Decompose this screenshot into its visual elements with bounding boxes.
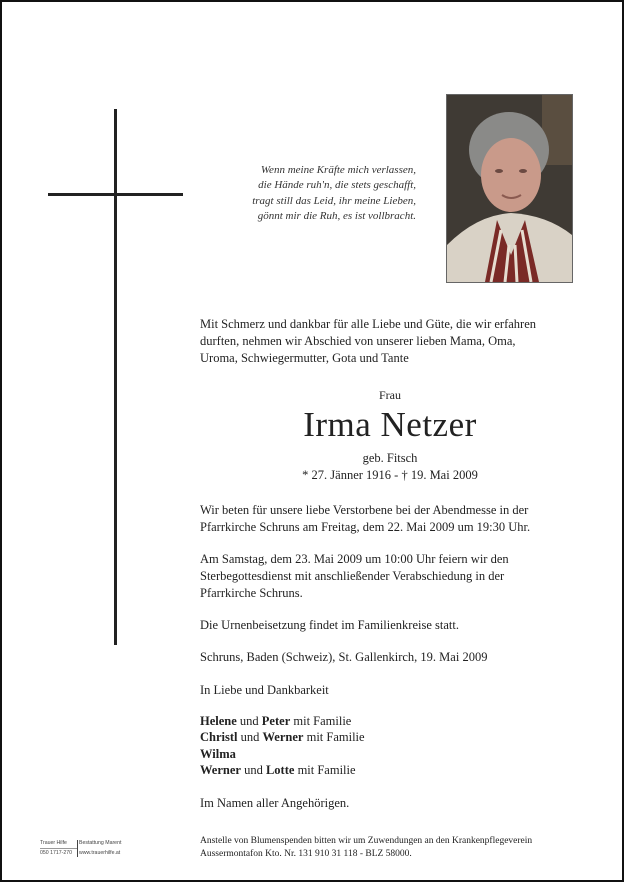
portrait-illustration bbox=[447, 95, 572, 282]
intro-line: durften, nehmen wir Abschied von unserer lieben Mama, Oma, bbox=[200, 334, 516, 348]
family-and: und bbox=[240, 730, 260, 745]
family-row bbox=[200, 746, 580, 762]
logo-phone: 050 1717-270 bbox=[40, 850, 73, 856]
all-relatives: Im Namen aller Angehörigen. bbox=[200, 796, 350, 810]
family-and: und bbox=[244, 762, 263, 777]
logo-url: www.trauerhilfe.at bbox=[79, 850, 121, 856]
intro-line: Mit Schmerz und dankbar für alle Liebe und Güte, die wir erfahren bbox=[200, 317, 536, 331]
poem-line: gönnt mir die Ruh, es ist vollbracht. bbox=[257, 209, 416, 222]
closing-line: In Liebe und Dankbarkeit bbox=[200, 683, 329, 697]
family-suffix: mit Familie bbox=[293, 714, 352, 728]
family-name: Lotte bbox=[265, 762, 295, 777]
family-name: Peter bbox=[261, 714, 291, 728]
mass-line: Pfarrkirche Schruns am Freitag, dem 22. Mai 2009 um 19:30 Uhr. bbox=[200, 520, 531, 534]
mass-line: Wir beten für unsere liebe Verstorbene bei der Abendmesse in der bbox=[200, 503, 529, 517]
family-name: Werner bbox=[262, 730, 304, 745]
deceased-name: Irma Netzer bbox=[303, 405, 477, 444]
family-and: und bbox=[239, 714, 259, 728]
family-name: Werner bbox=[200, 762, 241, 777]
logo-right bbox=[79, 840, 143, 857]
donation-note bbox=[200, 835, 590, 861]
intro-text bbox=[200, 316, 580, 367]
funeral-line: Am Samstag, dem 23. Mai 2009 um 10:00 Uhr feiern wir den bbox=[200, 552, 509, 566]
funeral-line: Sterbegottesdienst mit anschließender Verabschiedung in der bbox=[200, 569, 505, 583]
birth-name: geb. Fitsch bbox=[362, 451, 418, 465]
place-date: Schruns, Baden (Schweiz), St. Gallenkirch, 19. Mai 2009 bbox=[200, 650, 488, 664]
logo-divider-v bbox=[77, 840, 78, 857]
logo-divider-h bbox=[40, 848, 78, 849]
poem-line: Wenn meine Kräfte mich verlassen, bbox=[260, 164, 416, 176]
poem-line: tragt still das Leid, ihr meine Lieben, bbox=[252, 194, 416, 207]
family-suffix: mit Familie bbox=[306, 730, 365, 745]
urn-paragraph: Die Urnenbeisetzung findet im Familienkreise statt. bbox=[200, 618, 459, 632]
portrait-photo bbox=[446, 94, 573, 283]
funeral-paragraph bbox=[200, 551, 580, 602]
family-name: Helene bbox=[200, 714, 237, 728]
donation-line: Anstelle von Blumenspenden bitten wir um Zuwendungen an den Krankenpflegeverein bbox=[200, 836, 533, 846]
family-suffix: mit Familie bbox=[297, 762, 356, 777]
family-list bbox=[200, 713, 580, 778]
family-row bbox=[200, 713, 580, 729]
logo-company: Bestattung Marent bbox=[79, 840, 122, 846]
poem bbox=[200, 163, 416, 224]
poem-line: die Hände ruh'n, die stets geschafft, bbox=[258, 179, 416, 192]
cross-icon-vertical bbox=[114, 109, 117, 645]
salutation: Frau bbox=[379, 388, 401, 402]
cross-icon-horizontal bbox=[48, 193, 183, 196]
family-row bbox=[200, 762, 580, 778]
family-name: Wilma bbox=[200, 746, 236, 761]
intro-line: Uroma, Schwiegermutter, Gota und Tante bbox=[200, 351, 409, 365]
donation-line: Aussermontafon Kto. Nr. 131 910 31 118 - BLZ 58000. bbox=[200, 849, 412, 859]
mass-paragraph bbox=[200, 502, 580, 536]
funeral-home-logo bbox=[40, 840, 142, 860]
funeral-line: Pfarrkirche Schruns. bbox=[200, 586, 303, 600]
family-row bbox=[200, 729, 580, 745]
life-dates: * 27. Jänner 1916 - † 19. Mai 2009 bbox=[302, 468, 478, 482]
logo-brand: Trauer Hilfe bbox=[40, 840, 67, 846]
family-name: Christl bbox=[200, 730, 238, 745]
